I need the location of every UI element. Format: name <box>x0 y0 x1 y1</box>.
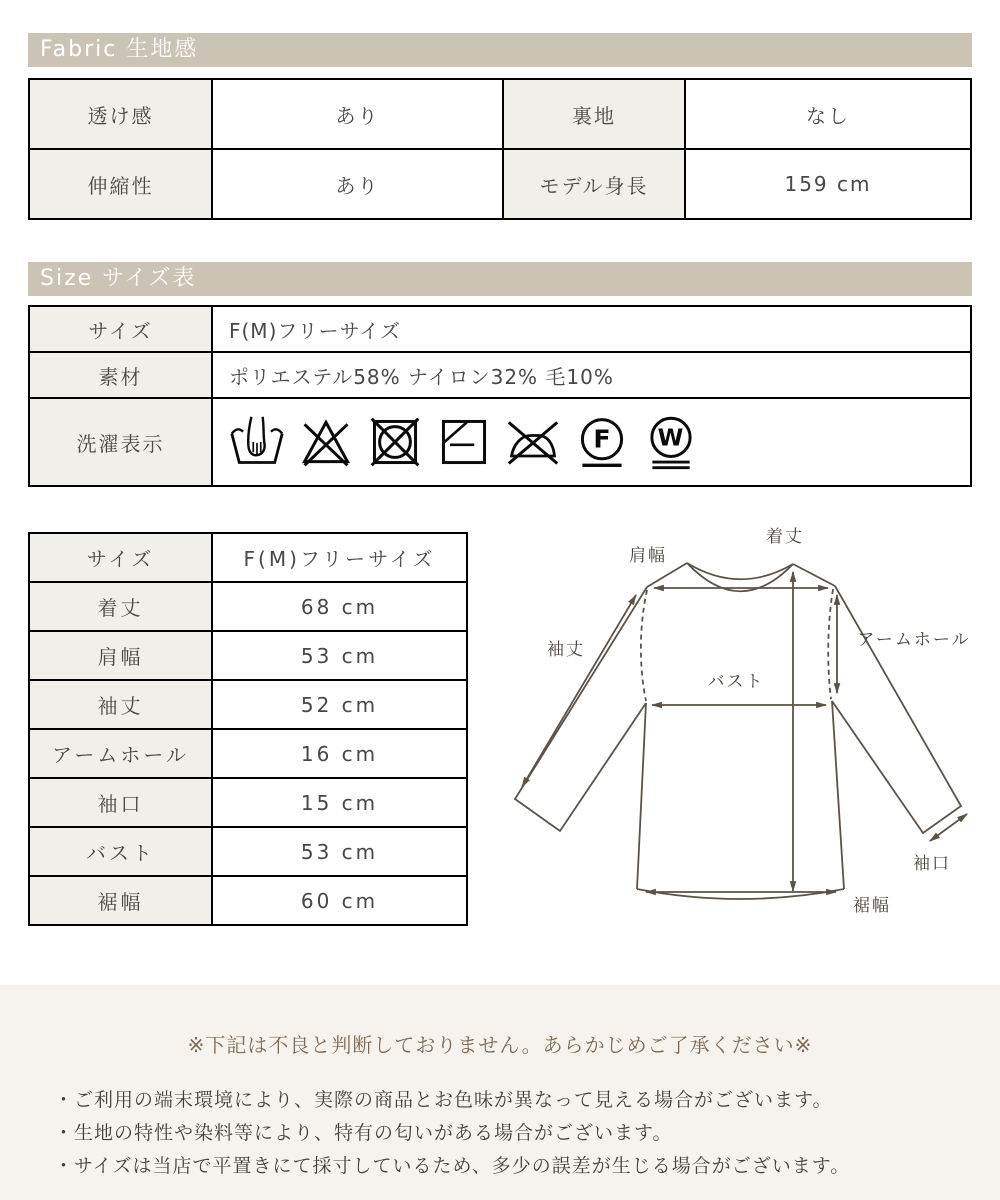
svg-text:F: F <box>593 424 611 454</box>
diagram-label-body-length: 着丈 <box>766 527 804 547</box>
do-not-bleach-icon <box>298 414 354 470</box>
measurement-label: 着丈 <box>30 583 211 630</box>
do-not-iron-icon <box>505 414 561 470</box>
diagram-label-hem: 裾幅 <box>853 896 891 916</box>
measurements-table <box>28 532 468 926</box>
care-symbols <box>213 399 970 485</box>
svg-text:W: W <box>657 423 685 452</box>
diagram-label-cuff: 袖口 <box>913 854 951 874</box>
measurement-header-value: F(M)フリーサイズ <box>213 534 466 581</box>
left-armhole-seam <box>641 590 647 701</box>
sleeve-length-arrow <box>522 595 636 787</box>
front-neckline <box>687 563 793 591</box>
dry-clean-f-icon <box>574 414 630 470</box>
left-sleeve <box>515 587 647 831</box>
garment-diagram <box>480 515 1000 945</box>
size-row-label: サイズ <box>30 307 211 351</box>
measurement-value: 16 cm <box>213 730 466 777</box>
size-section-header: Size サイズ表 <box>28 262 972 296</box>
left-shoulder-seam <box>647 563 687 587</box>
hem-curve <box>637 889 844 899</box>
material-row-value: ポリエステル58% ナイロン32% 毛10% <box>213 353 970 397</box>
wet-clean-w-icon <box>643 414 699 470</box>
measurement-label: アームホール <box>30 730 211 777</box>
fabric-value: あり <box>213 150 502 218</box>
measurement-label: 袖丈 <box>30 681 211 728</box>
notes-heading: ※下記は不良と判断しておりません。あらかじめご了承ください※ <box>187 1033 813 1057</box>
measurement-label: 肩幅 <box>30 632 211 679</box>
fabric-section-header: Fabric 生地感 <box>28 33 972 67</box>
fabric-label: モデル身長 <box>504 150 684 218</box>
dry-flat-in-shade-icon <box>436 414 492 470</box>
fabric-value: あり <box>213 80 502 148</box>
measurement-header-label: サイズ <box>30 534 211 581</box>
note-item: ・生地の特性や染料等により、特有の匂いがある場合がございます。 <box>54 1122 673 1144</box>
fabric-value: なし <box>686 80 970 148</box>
note-item: ・サイズは当店で平置きにて採寸しているため、多少の誤差が生じる場合がございます。 <box>54 1155 851 1177</box>
diagram-label-armhole: アームホール <box>857 630 971 650</box>
measurement-label: バスト <box>30 828 211 875</box>
left-side-seam <box>637 703 646 889</box>
right-armhole-seam <box>828 589 833 699</box>
notes-section <box>0 985 1000 1200</box>
fabric-label: 伸縮性 <box>30 150 211 218</box>
cuff-arrow <box>930 814 967 841</box>
measurement-value: 15 cm <box>213 779 466 826</box>
measurement-value: 52 cm <box>213 681 466 728</box>
material-row-label: 素材 <box>30 353 211 397</box>
right-side-seam <box>832 701 844 889</box>
diagram-label-shoulder: 肩幅 <box>629 546 667 566</box>
fabric-value: 159 cm <box>686 150 970 218</box>
right-sleeve <box>832 586 961 833</box>
care-row-label: 洗濯表示 <box>30 399 211 485</box>
measurement-value: 60 cm <box>213 877 466 924</box>
measurement-value: 53 cm <box>213 828 466 875</box>
do-not-tumble-dry-icon <box>367 414 423 470</box>
fabric-label: 裏地 <box>504 80 684 148</box>
measurement-label: 裾幅 <box>30 877 211 924</box>
diagram-label-sleeve: 袖丈 <box>547 640 585 660</box>
fabric-label: 透け感 <box>30 80 211 148</box>
hand-wash-icon <box>229 414 285 470</box>
right-shoulder-seam <box>793 564 835 586</box>
size-row-value: F(M)フリーサイズ <box>213 307 970 351</box>
measurement-value: 53 cm <box>213 632 466 679</box>
fabric-table <box>28 78 972 220</box>
measurement-label: 袖口 <box>30 779 211 826</box>
diagram-label-bust: バスト <box>707 672 765 692</box>
size-table <box>28 305 972 487</box>
measurement-value: 68 cm <box>213 583 466 630</box>
note-item: ・ご利用の端末環境により、実際の商品とお色味が異なって見える場合がございます。 <box>54 1089 833 1111</box>
